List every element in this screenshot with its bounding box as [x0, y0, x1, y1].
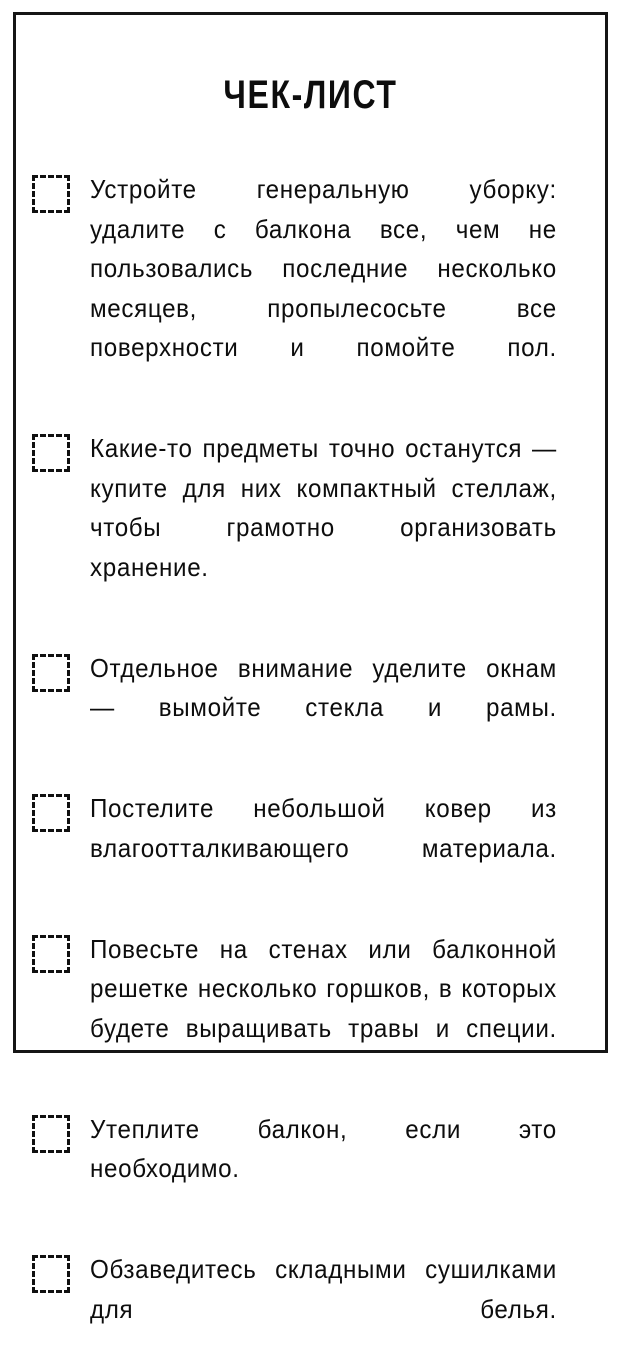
list-item[interactable] — [32, 649, 592, 768]
checkbox-icon[interactable] — [32, 175, 70, 213]
list-item[interactable] — [32, 429, 592, 627]
checkbox-icon[interactable] — [32, 794, 70, 832]
page-content — [13, 12, 608, 1324]
checkbox-icon[interactable] — [32, 935, 70, 973]
checkbox-icon[interactable] — [32, 1115, 70, 1153]
list-item-label: Устройте генеральную уборку: удалите с балкона все, чем не пользовались последние несколько месяцев, пропылесосьте все поверхности и помойте пол. — [90, 174, 557, 362]
list-item[interactable] — [32, 930, 592, 1088]
checkbox-icon[interactable] — [32, 654, 70, 692]
page-title: ЧЕК-ЛИСТ — [223, 73, 398, 117]
checkbox-icon[interactable] — [32, 434, 70, 472]
list-item-label: Обзаведитесь складными сушилками для белья. — [90, 1254, 557, 1324]
checklist — [32, 170, 592, 1369]
list-item-label: Какие-то предметы точно останутся — купите для них компактный стеллаж, чтобы грамотно организовать хранение. — [90, 433, 557, 582]
list-item-label: Повесьте на стенах или балконной решетке несколько горшков, в которых будете выращивать травы и специи. — [90, 933, 557, 1043]
list-item[interactable] — [32, 789, 592, 908]
list-item-label: Постелите небольшой ковер из влагоотталкивающего материала. — [90, 793, 557, 863]
checkbox-icon[interactable] — [32, 1255, 70, 1293]
list-item-label: Отдельное внимание уделите окнам — вымойте стекла и рамы. — [90, 652, 557, 722]
list-item[interactable] — [32, 1110, 592, 1229]
list-item-label: Утеплите балкон, если это необходимо. — [90, 1113, 557, 1183]
list-item[interactable] — [32, 1250, 592, 1369]
list-item[interactable] — [32, 170, 592, 407]
